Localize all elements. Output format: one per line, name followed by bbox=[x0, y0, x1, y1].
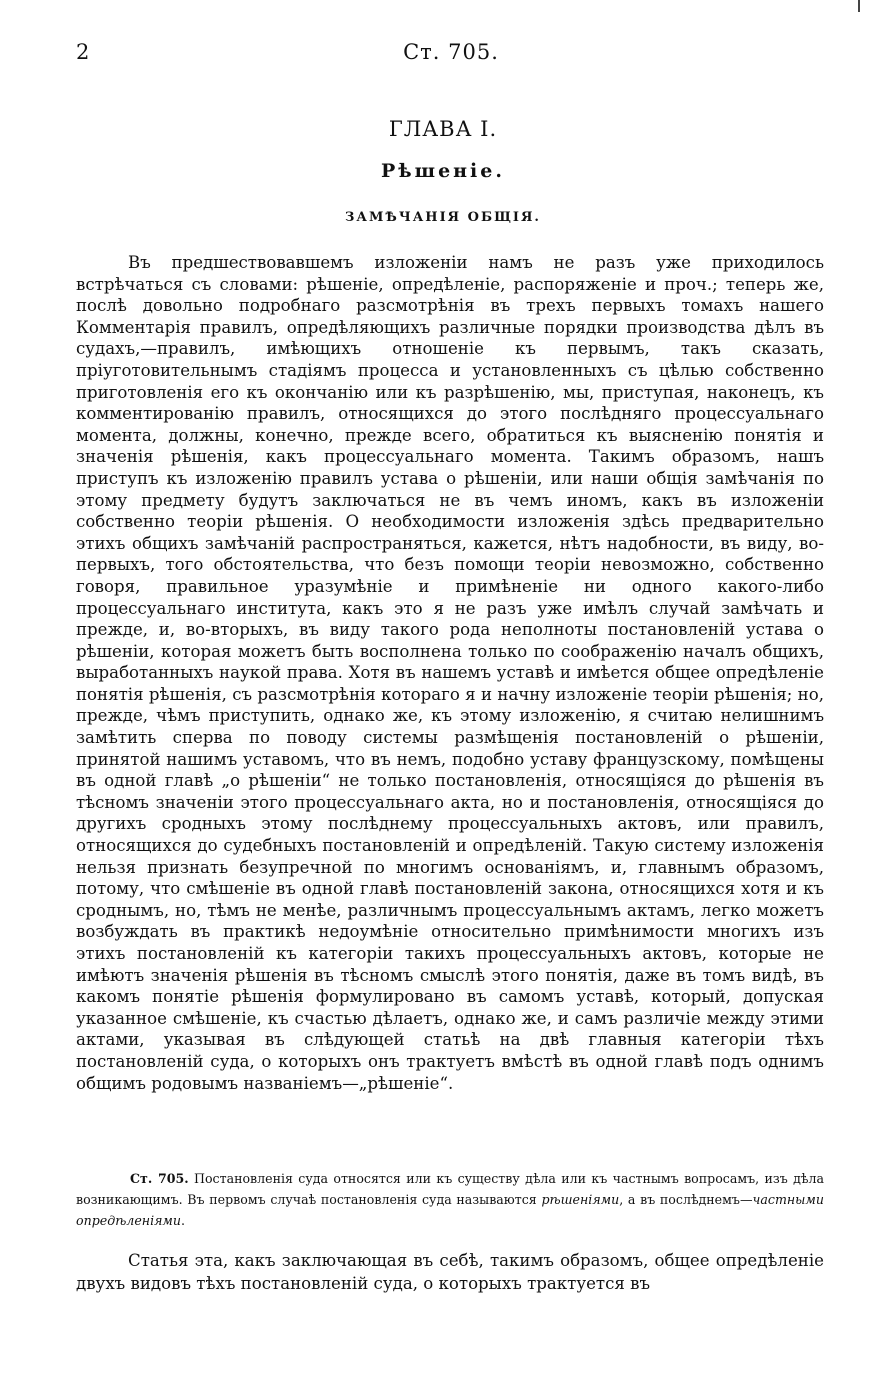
chapter-title: ГЛАВА I. bbox=[388, 117, 498, 141]
statute-reference: Ст. 705. bbox=[130, 1171, 189, 1186]
subsection-title: ЗАМѢЧАНІЯ ОБЩІЯ. bbox=[345, 210, 541, 225]
section-title: Рѣшеніе. bbox=[381, 160, 505, 182]
scan-edge-mark bbox=[858, 0, 860, 12]
statute-text-middle: , а въ послѣднемъ— bbox=[619, 1192, 753, 1207]
main-paragraph: Въ предшествовавшемъ изложеніи намъ не разъ уже приходилось встрѣчаться съ словами: рѣшеніе, опредѣленіе, распоряженіе и проч.; теперь же, послѣ довольно подробнаго разсмотрѣнія въ трехъ первыхъ томахъ нашего Комментарія правилъ, опредѣляющихъ различные порядки производства дѣлъ въ судахъ,—правилъ, имѣющихъ отношеніе къ первымъ, такъ сказать, пріуготовительнымъ стадіямъ процесса и установленныхъ съ цѣлью собственно приготовленія его къ окончанію или къ разрѣшенію, мы, приступая, наконецъ, къ комментированію правилъ, относящихся до этого послѣдняго процессуальнаго момента, должны, конечно, прежде всего, обратиться къ выясненію понятія и значенія рѣшенія, какъ процессуальнаго момента. Такимъ образомъ, нашъ приступъ къ изложенію правилъ устава о рѣшеніи, или наши общія замѣчанія по этому предмету будутъ заключаться не въ чемъ иномъ, какъ въ изложеніи собственно теоріи рѣшенія. О необходимости изложенія здѣсь предварительно этихъ общихъ замѣчаній распространяться, кажется, нѣтъ надобности, въ виду, во-первыхъ, того обстоятельства, что безъ помощи теоріи невозможно, собственно говоря, правильное уразумѣніе и примѣненіе ни одного какого-либо процессуальнаго института, какъ это я не разъ уже имѣлъ случай замѣчать и прежде, и, во-вторыхъ, въ виду такого рода неполноты постановленій устава о рѣшеніи, которая можетъ быть восполнена только по соображенію началъ общихъ, выработанныхъ наукой права. Хотя въ нашемъ уставѣ и имѣется общее опредѣленіе понятія рѣшенія, съ разсмотрѣнія котораго я и начну изложеніе теоріи рѣшенія; но, прежде, чѣмъ приступить, однако же, къ этому изложенію, я считаю нелишнимъ замѣтить сперва по поводу системы размѣщенія постановленій о рѣшеніи, принятой нашимъ уставомъ, что въ немъ, подобно уставу французскому, помѣщены въ одной главѣ „о рѣшеніи“ не только постановленія, относящіяся до рѣшенія въ тѣсномъ значеніи этого процессуальнаго акта, но и постановленія, относящіяся до другихъ сродныхъ этому послѣднему процессуальныхъ актовъ, или правилъ, относящихся до судебныхъ постановленій и опредѣленій. Такую систему изложенія нельзя признать безупречной по многимъ основаніямъ, и, главнымъ образомъ, потому, что смѣшеніе въ одной главѣ постановленій закона, относящихся хотя и къ сроднымъ, но, тѣмъ не менѣе, различнымъ процессуальнымъ актамъ, легко можетъ возбуждать въ практикѣ недоумѣніе относительно примѣнимости многихъ изъ этихъ постановленій къ категоріи такихъ процессуальныхъ актовъ, которые не имѣютъ значенія рѣшенія въ тѣсномъ смыслѣ этого понятія, даже въ томъ видѣ, въ какомъ понятіе рѣшенія формулировано въ самомъ уставѣ, который, допуская указанное смѣшеніе, къ счастью дѣлаетъ, однако же, и самъ различіе между этими актами, указывая въ слѣдующей статьѣ на двѣ главныя категоріи тѣхъ постановленій суда, о которыхъ онъ трактуетъ вмѣстѣ въ одной главѣ подъ однимъ общимъ родовымъ названіемъ—„рѣшеніе“. bbox=[76, 253, 824, 1093]
running-header bbox=[76, 40, 826, 72]
continuation-paragraph: Статья эта, какъ заключающая въ себѣ, такимъ образомъ, общее опредѣленіе двухъ видовъ тѣхъ постановленій суда, о которыхъ трактуется въ bbox=[76, 1251, 824, 1293]
statute-text bbox=[76, 1168, 824, 1231]
statute-term-decisions: рѣшеніями bbox=[541, 1192, 620, 1207]
statute-term-private-rulings: частными опредѣленіями bbox=[76, 1192, 824, 1228]
header-article-reference: Ст. 705. bbox=[403, 40, 499, 64]
page-number: 2 bbox=[76, 40, 90, 64]
statute-text-before: Постановленія суда относятся или къ существу дѣла или къ частнымъ вопросамъ, изъ дѣла возникающимъ. Въ первомъ случаѣ постановленія суда называются bbox=[76, 1171, 824, 1207]
statute-text-end: . bbox=[181, 1213, 186, 1228]
